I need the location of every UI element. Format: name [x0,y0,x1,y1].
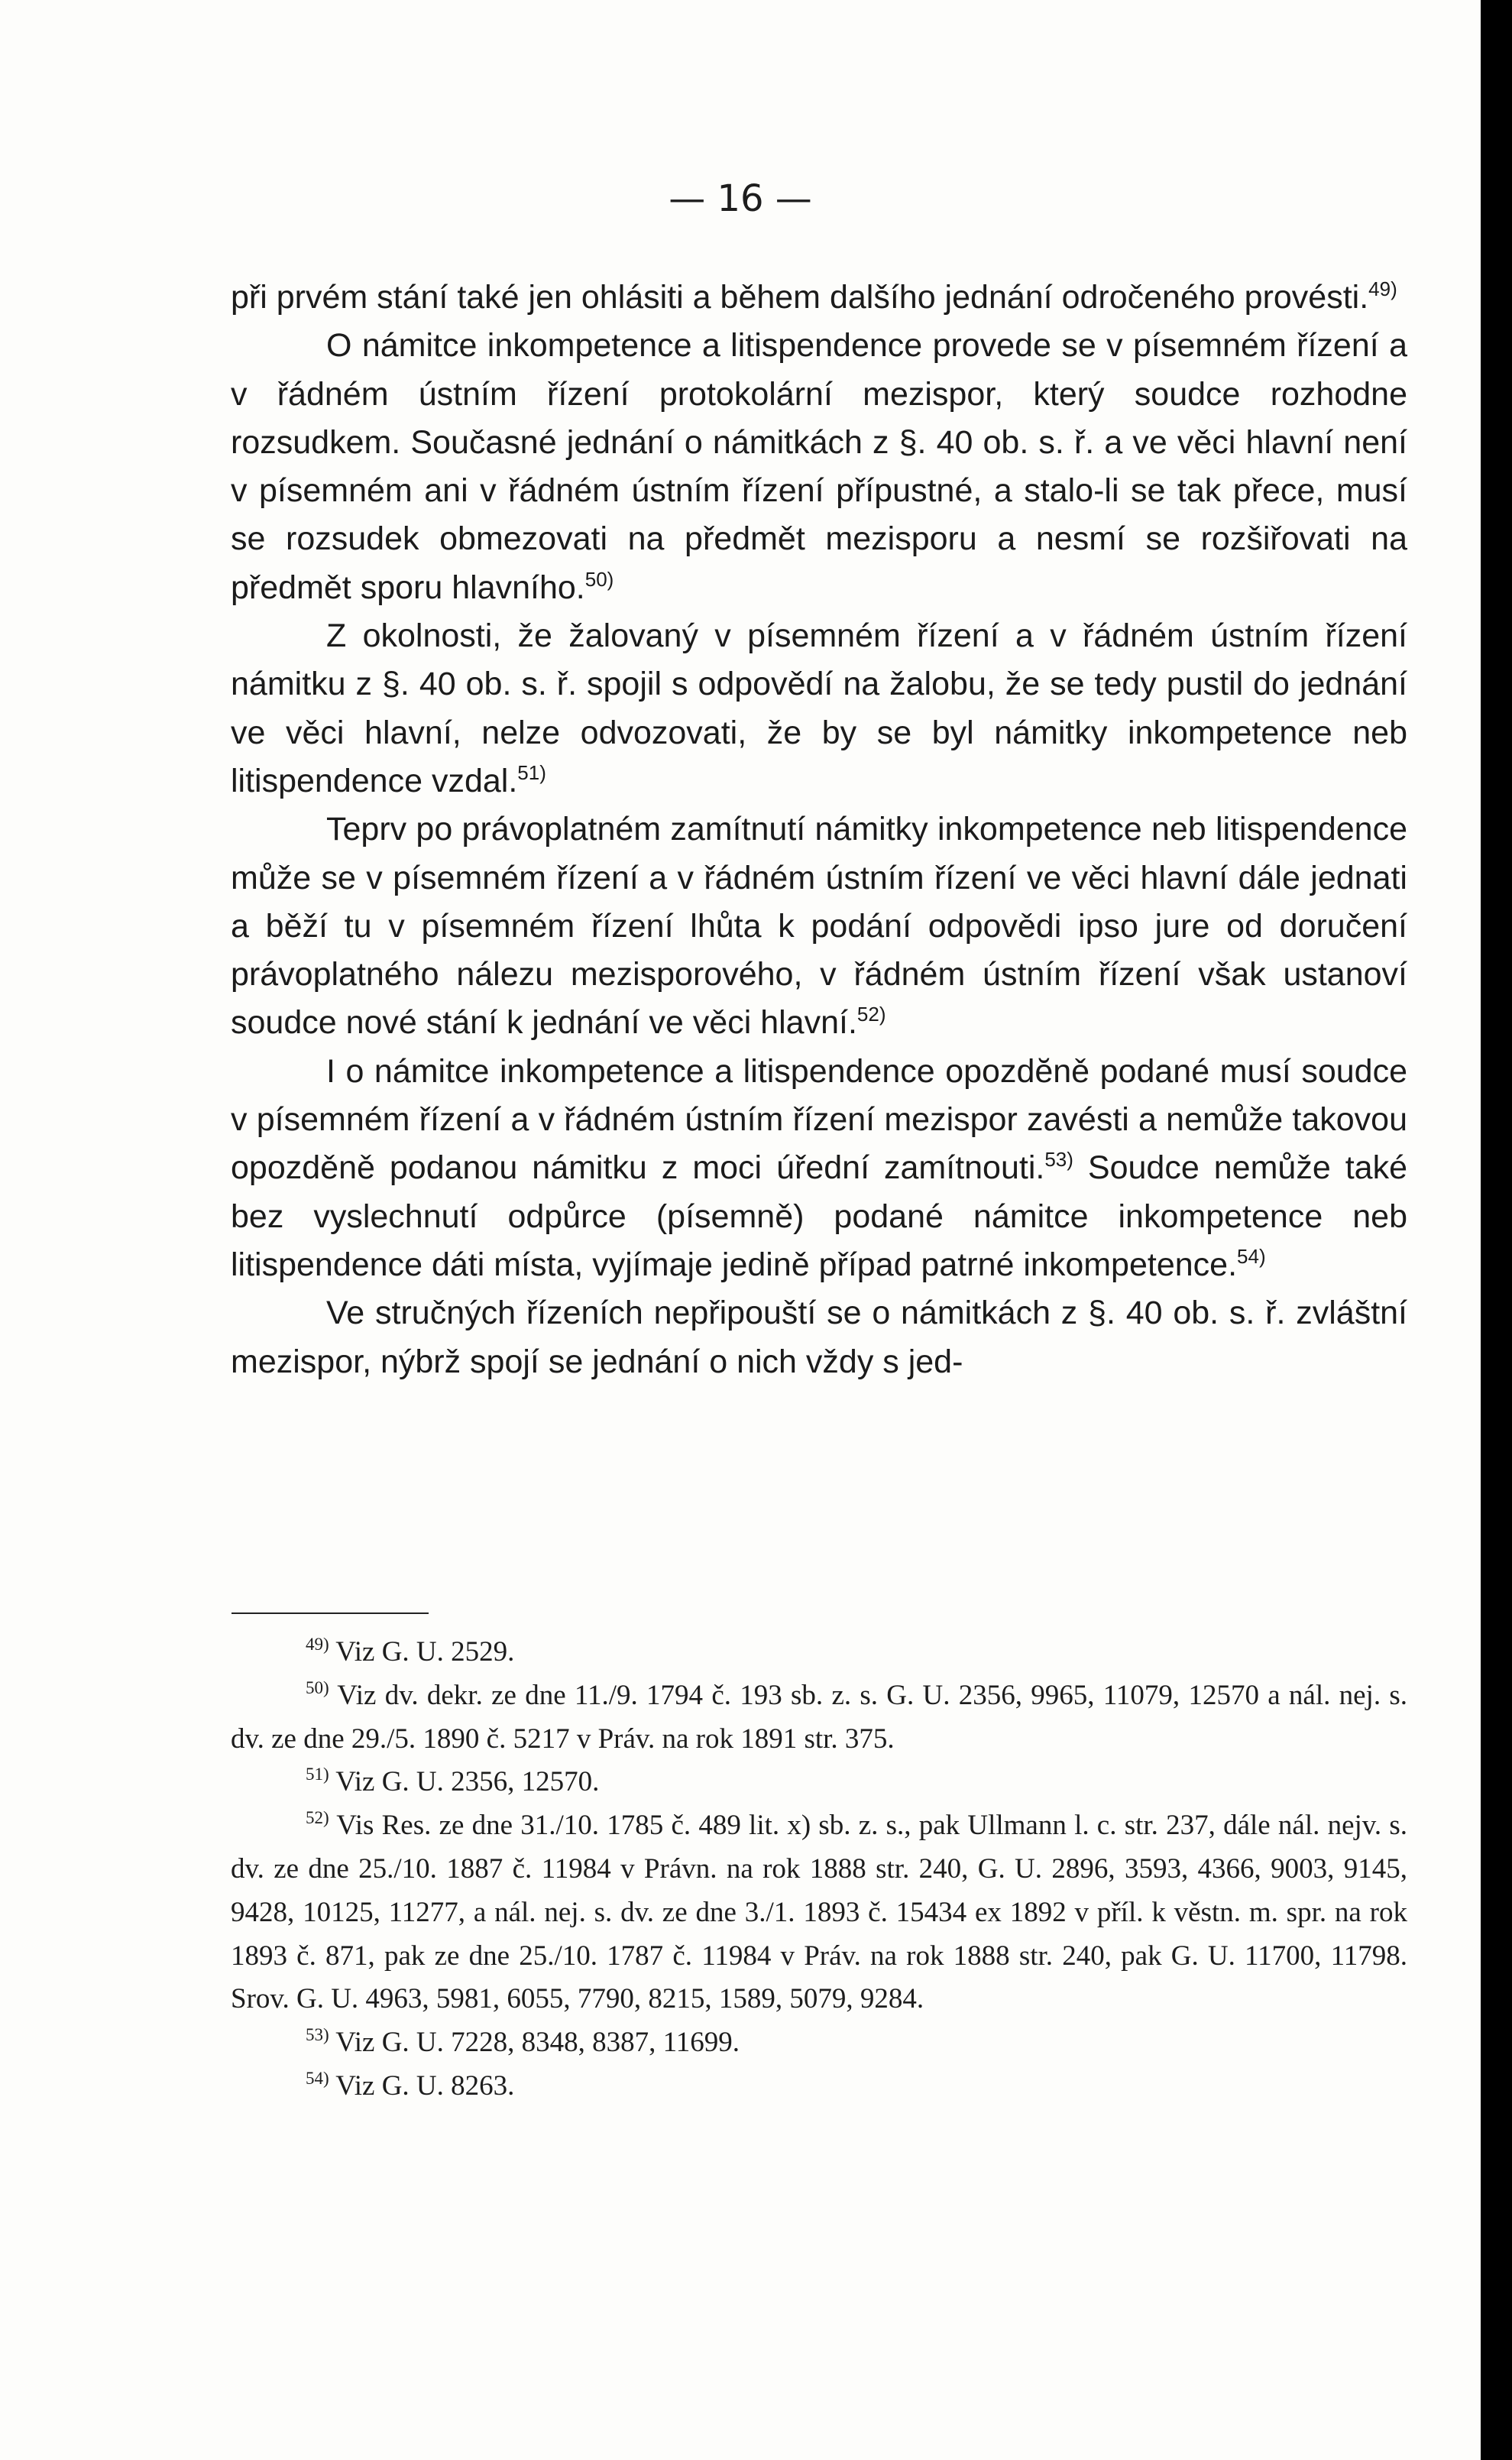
footnote-text: Viz G. U. 2356, 12570. [335,1766,600,1798]
paragraph [231,322,1407,612]
footnote-divider [231,1612,429,1614]
paragraph-text: I o námitce inkompetence a litispendence opozdĕně podané musí soudce v písemném řízení a v řádném ústním řízení mezispor zavésti a nemůže takovou opozděně podanou námitku z moci úřední zamítnouti. [231,1052,1407,1187]
footnote-text: Vis Res. ze dne 31./10. 1785 č. 489 lit. x) sb. z. s., pak Ullmann l. c. str. 237, dále nál. nejv. s. dv. ze dne 25./10. 1887 č. 11984 v Právn. na rok 1888 str. 240, G. U. 2896, 3593, 4366, 9003, 9145, 9428, 10125, 11277, a nál. nej. s. dv. ze dne 3./1. 1893 č. 15434 ex 1892 v příl. k věstn. m. spr. na rok 1893 č. 871, pak ze dne 25./10. 1787 č. 11984 v Práv. na rok 1888 str. 240, pak G. U. 11700, 11798. Srov. G. U. 4963, 5981, 6055, 7790, 8215, 1589, 5079, 9284. [231,1810,1407,2015]
footnote-text: Viz dv. dekr. ze dne 11./9. 1794 č. 193 sb. z. s. G. U. 2356, 9965, 11079, 12570 a nál. nej. s. dv. ze dne 29./5. 1890 č. 5217 v Práv. na rok 1891 str. 375. [231,1679,1407,1755]
paragraph-text: Z okolnosti, že žalovaný v písemném řízení a v řádném ústním řízení námitku z §. 40 ob. s. ř. spojil s odpovědí na žalobu, že se tedy pustil do jednání ve věci hlavní, nelze odvozovati, že by se byl námitky inkompetence neb litispendence vzdal. [231,617,1407,799]
paragraph-text: Teprv po právoplatném zamítnutí námitky inkompetence neb litispendence může se v písemném řízení a v řádném ústním řízení ve věci hlavní dále jednati a běží tu v písemném řízení lhůta k podání odpovědi ipso jure od doručení právoplatného nálezu mezisporového, v řádném ústním řízení však ustanoví soudce nové stání k jednání ve věci hlavní. [231,811,1407,1042]
paragraph [231,1289,1407,1386]
footnote-label: 52) [306,1808,329,1828]
footnote-ref: 54) [1237,1244,1266,1268]
footnote-label-number: 50 [306,1677,323,1697]
paragraph-text-continued: Soudce nemůže také bez vyslechnutí odpůrce (písemně) podané námitce inkompetence neb litispendence dáti místa, vyjímaje jedině případ patrné inkompetence. [231,1149,1408,1283]
footnote-label-number: 52 [306,1808,323,1828]
paragraph [231,274,1407,322]
footnote-label: 51) [306,1765,329,1784]
footnote [231,1631,1407,1674]
footnote-ref: 49) [1368,277,1397,300]
footnote-ref: 52) [856,1003,886,1026]
footnote-ref-number: 54 [1237,1244,1259,1268]
footnote-label: 53) [306,2025,329,2045]
footnote-ref-number: 51 [517,760,540,784]
footnote [231,1804,1407,2021]
footnote [231,1761,1407,1804]
footnote-label-number: 54 [306,2068,323,2088]
paragraph [231,612,1407,805]
footnote-ref-number: 52 [856,1003,879,1026]
footnote [231,2021,1407,2065]
footnote-text: Viz G. U. 8263. [335,2069,515,2102]
footnote-label-number: 51 [306,1765,323,1784]
footnote [231,2065,1407,2108]
footnote-label-number: 53 [306,2025,323,2045]
paragraph [231,1048,1407,1289]
footnote-text: Viz G. U. 7228, 8348, 8387, 11699. [335,2027,740,2059]
footnote-label: 50) [306,1677,329,1697]
footnote-ref: 51) [517,760,546,784]
footnotes [231,1631,1407,2108]
footnote-label-number: 49 [306,1635,323,1654]
footnote-ref: 53) [1044,1148,1073,1172]
paragraph [231,805,1407,1047]
footnote-ref-number: 50 [584,567,607,591]
footnote-ref: 50) [584,567,614,591]
footnote-ref-number: 53 [1044,1148,1067,1172]
footnote-label: 49) [306,1635,329,1654]
footnote-text: Viz G. U. 2529. [335,1636,515,1668]
main-text [231,274,1407,1386]
paragraph-text: při prvém stání také jen ohlásiti a během dalšího jednání odročeného provésti. [231,279,1369,316]
footnote-ref-number: 49 [1368,277,1391,300]
paragraph-text: Ve stručných řízeních nepřipouští se o námitkách z §. 40 ob. s. ř. zvláštní mezispor, nýbrž spojí se jednání o nich vždy s jed- [231,1295,1407,1380]
footnote [231,1674,1407,1762]
paragraph-text: O námitce inkompetence a litispendence provede se v písemném řízení a v řádném ústním řízení protokolární mezispor, který soudce rozhodne rozsudkem. Současné jednání o námitkách z §. 40 ob. s. ř. a ve věci hlavní není v písemném ani v řádném ústním řízení přípustné, a stalo-li se tak přece, musí se rozsudek obmezovati na předmět mezisporu a nesmí se rozšiřovati na předmět sporu hlavního. [231,327,1407,606]
footnote-label: 54) [306,2068,329,2088]
page-number: — 16 — [669,177,812,220]
